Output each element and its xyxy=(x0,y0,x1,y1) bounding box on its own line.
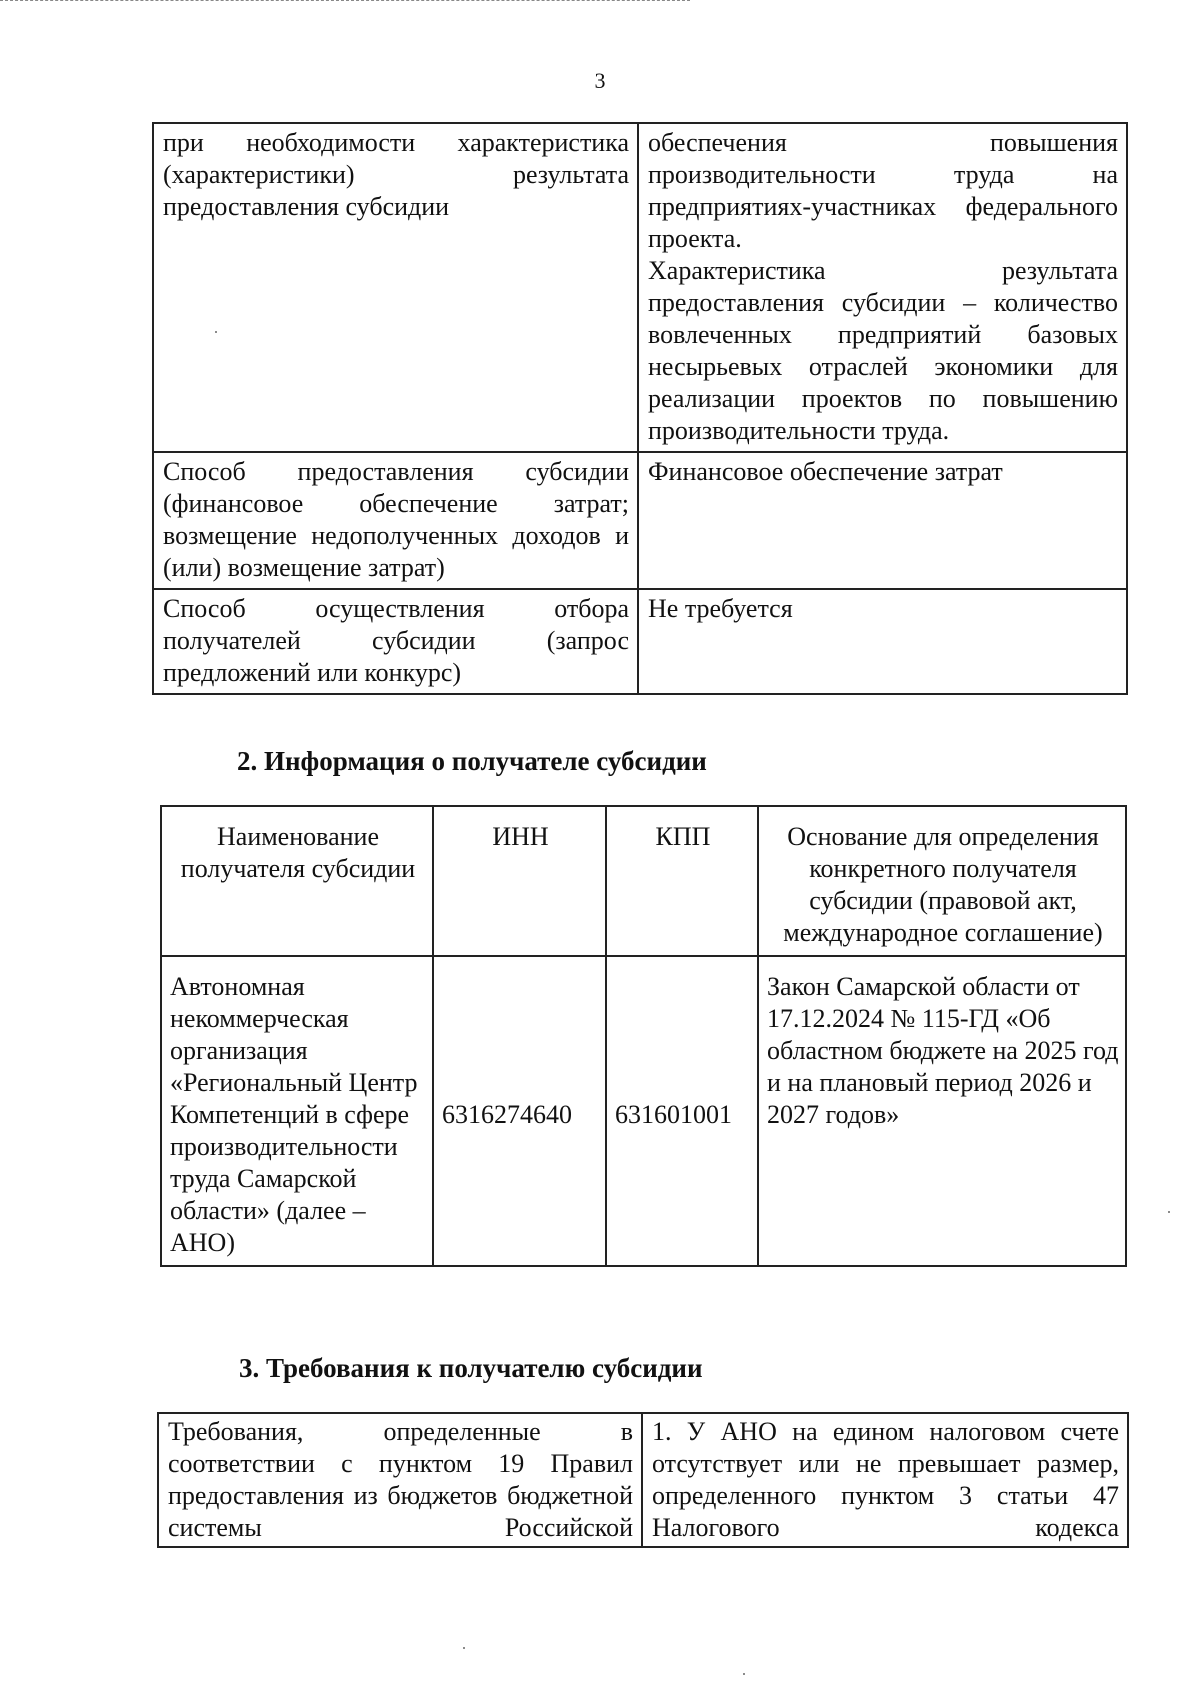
table-cell: Способ предоставления субсидии (финансовое обеспечение затрат; возмещение недополученных доходов и (или) возмещение затрат) xyxy=(153,452,638,589)
table-header-row xyxy=(161,806,1126,956)
cell-paragraph: обеспечения повышения производительности труда на предприятиях-участниках федерального проекта. xyxy=(648,128,1118,253)
cell-paragraph: Характеристика результата предоставления субсидии – количество вовлеченных предприятий базовых несырьевых отраслей экономики для реализации проектов по повышению производительности труда. xyxy=(648,256,1118,445)
table-cell: при необходимости характеристика (характеристики) результата предоставления субсидии xyxy=(153,123,638,452)
section-2-heading: 2. Информация о получателе субсидии xyxy=(237,746,707,776)
table-cell: Не требуется xyxy=(638,589,1127,694)
requirement-item-cell: 1. У АНО на едином налоговом счете отсутствует или не превышает размер, определенного пунктом 3 статьи 47 Налогового кодекса xyxy=(642,1413,1128,1547)
table-row xyxy=(153,452,1127,589)
recipient-requirements-table xyxy=(157,1412,1129,1548)
section-3-heading: 3. Требования к получателю субсидии xyxy=(239,1353,703,1383)
requirements-basis-cell: Требования, определенные в соответствии с пунктом 19 Правил предоставления из бюджетов бюджетной системы Российской xyxy=(158,1413,642,1547)
scan-speck xyxy=(1168,1211,1170,1213)
table-row xyxy=(153,123,1127,452)
inn-cell: 6316274640 xyxy=(433,956,606,1266)
recipient-name-cell: Автономная некоммерческая организация «Региональный Центр Компетенций в сфере производительности труда Самарской области» (далее – АНО) xyxy=(161,956,433,1266)
scan-speck xyxy=(743,1673,745,1675)
table-cell xyxy=(638,123,1127,452)
table-cell: Способ осуществления отбора получателей субсидии (запрос предложений или конкурс) xyxy=(153,589,638,694)
page-number: 3 xyxy=(594,68,606,93)
scan-speck xyxy=(463,1647,465,1649)
table-cell: Финансовое обеспечение затрат xyxy=(638,452,1127,589)
kpp-cell: 631601001 xyxy=(606,956,758,1266)
table-row xyxy=(161,956,1126,1266)
table-row xyxy=(153,589,1127,694)
header-inn: ИНН xyxy=(433,806,606,956)
scan-speck xyxy=(215,331,217,333)
scan-top-edge xyxy=(0,0,690,1)
header-basis: Основание для определения конкретного получателя субсидии (правовой акт, международное соглашение) xyxy=(758,806,1126,956)
basis-cell: Закон Самарской области от 17.12.2024 № 115-ГД «Об областном бюджете на 2025 год и на плановый период 2026 и 2027 годов» xyxy=(758,956,1126,1266)
subsidy-parameters-table xyxy=(152,122,1128,695)
header-kpp: КПП xyxy=(606,806,758,956)
table-row xyxy=(158,1413,1128,1547)
recipient-info-table xyxy=(160,805,1127,1267)
header-recipient-name: Наименование получателя субсидии xyxy=(161,806,433,956)
